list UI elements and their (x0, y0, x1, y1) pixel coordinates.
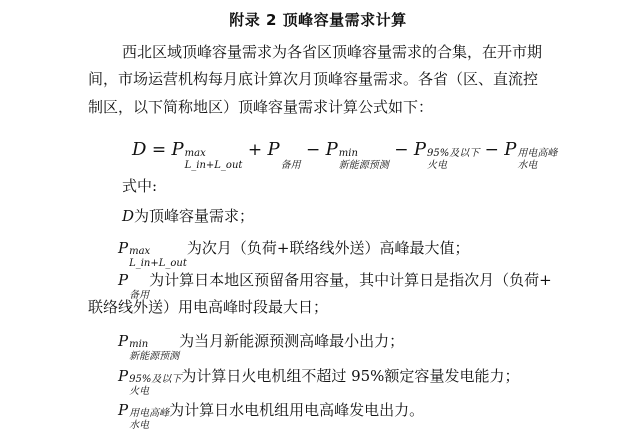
formula-p5-sup: 用电高峰 (517, 148, 558, 159)
formula-p4-sup: 95%及以下 (426, 148, 480, 159)
formula-lhs: D (132, 139, 147, 160)
formula-p5: P (504, 139, 517, 160)
def-p5-symbol: P (118, 401, 129, 419)
def-p2-continued: 联络线外送）用电高峰时段最大日； (88, 298, 329, 316)
intro-line-3: 制区，以下简称地区）顶峰容量需求计算公式如下： (88, 98, 434, 116)
def-p4-text: 为计算日火电机组不超过 95%额定容量发电能力； (181, 367, 520, 385)
def-p4 (118, 366, 519, 401)
formula-plus: + (247, 140, 263, 160)
def-d-text: 为顶峰容量需求； (134, 207, 255, 225)
def-p4-sub: 火电 (129, 386, 150, 397)
formula-minus-1: − (306, 140, 321, 160)
def-p4-sup: 95%及以下 (129, 374, 182, 385)
def-p1-sub: L_in+L_out (129, 258, 187, 269)
def-p3-symbol: P (118, 332, 129, 350)
formula-p1-scripts (184, 148, 243, 175)
def-p3 (118, 331, 404, 366)
def-p4-symbol: P (118, 367, 129, 385)
formula-p4: P (413, 139, 426, 160)
formula-p1-sup: max (184, 148, 206, 159)
formula-p2-scripts (281, 155, 301, 175)
def-p5-sup: 用电高峰 (129, 408, 170, 419)
def-p5 (118, 400, 424, 435)
def-p1-text: 为次月（负荷+联络线外送）高峰最大值； (186, 239, 470, 257)
def-p1-symbol: P (118, 239, 129, 257)
formula-p3-sub: 新能源预测 (338, 160, 389, 171)
formula-p2: P (267, 139, 280, 160)
formula-p3: P (325, 139, 338, 160)
formula-minus-3: − (484, 140, 499, 160)
formula-equals: = (151, 140, 167, 160)
intro-line-1: 西北区域顶峰容量需求为各省区顶峰容量需求的合集，在开市期 (122, 43, 543, 61)
formula-p4-sub: 火电 (426, 160, 447, 171)
formula (132, 140, 557, 175)
def-p2-text: 为计算日本地区预留备用容量，其中计算日是指次月（负荷+ (149, 271, 552, 289)
intro-line-2: 间，市场运营机构每月底计算次月顶峰容量需求。各省（区、直流控 (88, 70, 539, 88)
formula-minus-2: − (394, 140, 409, 160)
def-p3-sub: 新能源预测 (129, 351, 180, 362)
formula-p1: P (171, 139, 184, 160)
def-p3-scripts (129, 339, 180, 366)
def-p5-scripts (129, 408, 170, 435)
where-label: 式中: (122, 177, 158, 195)
formula-p1-sub: L_in+L_out (184, 160, 243, 171)
def-p2-symbol: P (118, 271, 129, 289)
formula-p5-sub: 水电 (517, 160, 538, 171)
def-d (122, 206, 254, 226)
def-p3-sup: min (129, 339, 149, 350)
def-d-symbol: D (122, 207, 135, 225)
def-p5-sub: 水电 (129, 420, 150, 431)
def-p5-text: 为计算日水电机组用电高峰发电出力。 (169, 401, 425, 419)
def-p3-text: 为当月新能源预测高峰最小出力； (179, 332, 405, 350)
def-p4-scripts (129, 374, 182, 401)
formula-p2-sub: 备用 (280, 160, 301, 171)
formula-p3-scripts (338, 148, 389, 175)
formula-p5-scripts (517, 148, 558, 175)
def-p2-sub: 备用 (129, 290, 150, 301)
formula-p4-scripts (426, 148, 480, 175)
def-p1-sup: max (129, 246, 151, 257)
def-p1 (118, 238, 469, 273)
formula-p3-sup: min (338, 148, 358, 159)
appendix-title: 附录 2 顶峰容量需求计算 (229, 11, 407, 29)
